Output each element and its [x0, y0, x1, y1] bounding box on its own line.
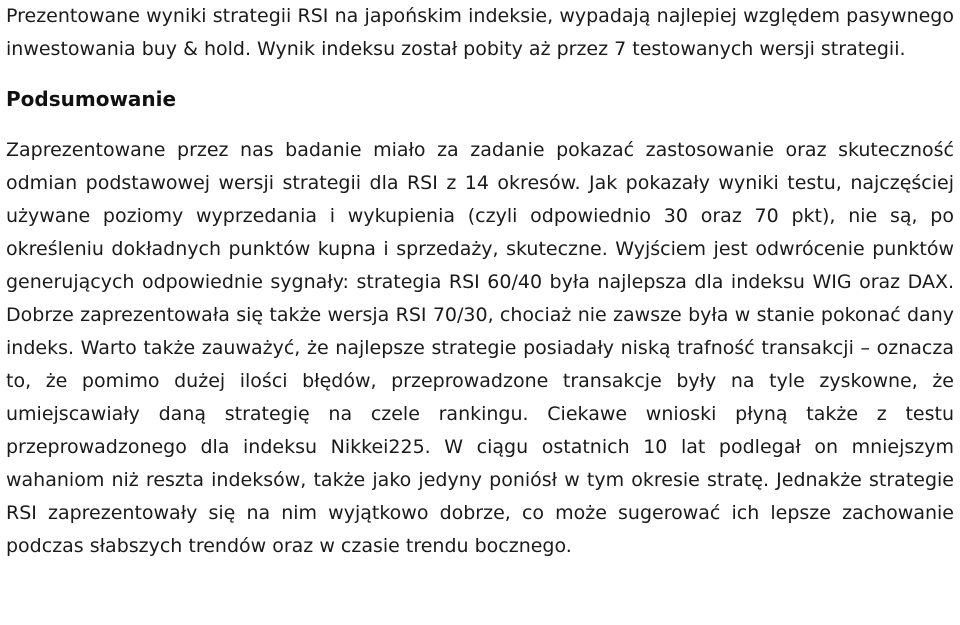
summary-paragraph: Zaprezentowane przez nas badanie miało za zadanie pokazać zastosowanie oraz skuteczność odmian podstawowej wersji strategii dla RSI z 14 okresów. Jak pokazały wyniki testu, najczęściej używane poziomy wyprzedania i wykupienia (czyli odpowiednio 30 oraz 70 pkt), nie są, po określeniu dokładnych punktów kupna i sprzedaży, skuteczne. Wyjściem jest odwrócenie punktów generujących odpowiednie sygnały: strategia RSI 60/40 była najlepsza dla indeksu WIG oraz DAX. Dobrze zaprezentowała się także wersja RSI 70/30, chociaż nie zawsze była w stanie pokonać dany indeks. Warto także zauważyć, że najlepsze strategie posiadały niską trafność transakcji – oznacza to, że pomimo dużej ilości błędów, przeprowadzone transakcje były na tyle zyskowne, że umiejscawiały daną strategię na czele rankingu. Ciekawe wnioski płyną także z testu przeprowadzonego dla indeksu Nikkei225. W ciągu ostatnich 10 lat podlegał on mniejszym wahaniom niż reszta indeksów, także jako jedyny poniósł w tym okresie stratę. Jednakże strategie RSI zaprezentowały się na nim wyjątkowo dobrze, co może sugerować ich lepsze zachowanie podczas słabszych trendów oraz w czasie trendu bocznego.: [6, 139, 954, 557]
document-page: [6, 0, 954, 563]
summary-heading: Podsumowanie: [6, 87, 177, 111]
intro-paragraph: Prezentowane wyniki strategii RSI na japońskim indeksie, wypadają najlepiej względem pasywnego inwestowania buy & hold. Wynik indeksu został pobity aż przez 7 testowanych wersji strategii.: [6, 5, 954, 60]
